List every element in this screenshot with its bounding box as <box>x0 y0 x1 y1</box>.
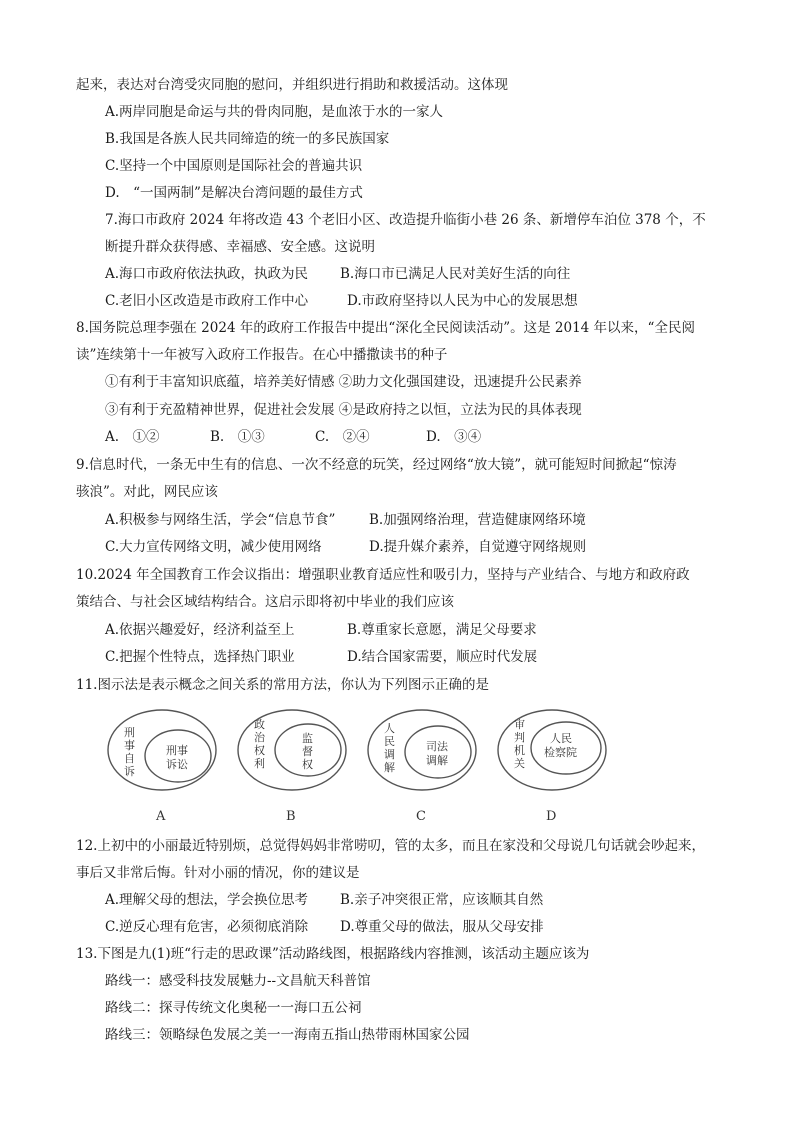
q6-option-d: D. “一国两制”是解决台湾问题的最佳方式 <box>105 185 363 201</box>
q12-option-c: C.逆反心理有危害，必须彻底消除 <box>105 919 309 935</box>
q6-option-c: C.坚持一个中国原则是国际社会的普遍共识 <box>105 158 363 174</box>
diagram-a-label: A <box>156 809 166 824</box>
q10-option-d: D.结合国家需要，顺应时代发展 <box>347 649 538 665</box>
q13-stem: 13.下图是九(1)班“行走的思政课”活动路线图，根据路线内容推测，该活动主题应该为 <box>76 946 590 962</box>
q13-route-3: 路线三：领略绿色发展之美一一海南五指山热带雨林国家公园 <box>105 1027 470 1043</box>
q12-option-d: D.尊重父母的做法，服从父母安排 <box>340 919 544 935</box>
line-1: 起来，表达对台湾受灾同胞的慰问，并组织进行捐助和救援活动。这体现 <box>76 77 508 93</box>
diagram-b-outer-1: 政 <box>254 718 265 731</box>
diagram-a-inner-2: 诉讼 <box>166 758 188 771</box>
q9-option-c: C.大力宣传网络文明，减少使用网络 <box>105 539 322 555</box>
q11-diagram <box>104 708 624 826</box>
q8-stem-2: 读”连续第十一年被写入政府工作报告。在心中播撒读书的种子 <box>76 347 448 363</box>
diagram-b-inner-1: 监 <box>302 732 313 745</box>
diagram-b-outer-4: 利 <box>254 757 265 770</box>
diagram-c-inner-1: 司法 <box>426 740 448 753</box>
q8-option-b: B. ①③ <box>210 429 265 445</box>
diagram-c <box>368 710 476 824</box>
diagram-d <box>498 710 606 824</box>
q7-option-c: C.老旧小区改造是市政府工作中心 <box>105 293 309 309</box>
diagram-b-label: B <box>286 809 296 824</box>
q7-option-b: B.海口市已满足人民对美好生活的向往 <box>340 266 571 282</box>
q10-stem-1: 10.2024 年全国教育工作会议指出：增强职业教育适应性和吸引力，坚持与产业结合、与地方和政府政 <box>76 567 690 583</box>
diagram-d-outer-1: 审 <box>514 718 525 731</box>
q13-route-1: 路线一：感受科技发展魅力--文昌航天科普馆 <box>105 973 371 989</box>
q8-items-2: ③有利于充盈精神世界，促进社会发展 ④是政府持之以恒，立法为民的具体表现 <box>105 402 582 418</box>
q7-option-a: A.海口市政府依法执政，执政为民 <box>105 266 309 282</box>
q12-option-a: A.理解父母的想法，学会换位思考 <box>105 892 309 908</box>
diagram-b-outer-2: 治 <box>254 731 265 744</box>
q12-option-b: B.亲子冲突很正常，应该顺其自然 <box>340 892 544 908</box>
q9-option-d: D.提升媒介素养，自觉遵守网络规则 <box>369 539 587 555</box>
q7-stem-1: 7.海口市政府 2024 年将改造 43 个老旧小区、改造提升临街小巷 26 条、新增停车泊位 378 个，不 <box>105 212 706 228</box>
diagram-a-outer-2: 事 <box>124 739 135 752</box>
q6-option-a: A.两岸同胞是命运与共的骨肉同胞，是血浓于水的一家人 <box>105 104 444 120</box>
q7-option-d: D.市政府坚持以人民为中心的发展思想 <box>347 293 578 309</box>
diagram-d-label: D <box>546 809 557 824</box>
diagram-b-inner-2: 督 <box>302 745 313 758</box>
q9-stem-1: 9.信息时代，一条无中生有的信息、一次不经意的玩笑，经过网络“放大镜”，就可能短时间掀起“惊涛 <box>76 457 677 473</box>
diagram-a-outer-3: 自 <box>124 752 135 765</box>
diagram-b-inner-3: 权 <box>302 758 313 771</box>
q8-option-a: A. ①② <box>105 429 160 445</box>
diagram-d-outer-3: 机 <box>514 744 525 757</box>
q12-stem-2: 事后又非常后悔。针对小丽的情况，你的建议是 <box>76 865 360 881</box>
q8-option-d: D. ③④ <box>426 429 482 445</box>
q10-stem-2: 策结合、与社会区域结构结合。这启示即将初中毕业的我们应该 <box>76 594 454 610</box>
q10-option-c: C.把握个性特点，选择热门职业 <box>105 649 295 665</box>
diagram-a-outer-1: 刑 <box>124 726 135 739</box>
diagram-d-inner-2: 检察院 <box>544 746 577 759</box>
diagram-c-label: C <box>416 809 426 824</box>
q13-route-2: 路线二：探寻传统文化奥秘一一海口五公祠 <box>105 1000 362 1016</box>
diagram-b <box>238 710 346 824</box>
diagram-c-outer-2: 民 <box>384 735 395 748</box>
q12-stem-1: 12.上初中的小丽最近特别烦，总觉得妈妈非常唠叨，管的太多，而且在家没和父母说几句话就会吵起来， <box>76 838 705 854</box>
q11-stem: 11.图示法是表示概念之间关系的常用方法，你认为下列图示正确的是 <box>76 677 489 693</box>
q9-option-b: B.加强网络治理，营造健康网络环境 <box>369 512 586 528</box>
diagram-a <box>108 710 216 824</box>
diagram-a-outer-4: 诉 <box>124 765 135 778</box>
diagram-d-inner-1: 人民 <box>550 732 572 745</box>
diagram-c-outer-4: 解 <box>384 761 395 774</box>
q8-items-1: ①有利于丰富知识底蕴，培养美好情感 ②助力文化强国建设，迅速提升公民素养 <box>105 374 582 390</box>
q8-option-c: C. ②④ <box>315 429 370 445</box>
diagram-c-outer-1: 人 <box>384 722 395 735</box>
diagram-d-outer-2: 判 <box>514 731 525 744</box>
q10-option-a: A.依据兴趣爱好，经济利益至上 <box>105 622 295 638</box>
q10-option-b: B.尊重家长意愿，满足父母要求 <box>347 622 537 638</box>
q6-option-b: B.我国是各族人民共同缔造的统一的多民族国家 <box>105 131 390 147</box>
q9-stem-2: 骇浪”。对此，网民应该 <box>76 484 218 500</box>
q7-stem-2: 断提升群众获得感、幸福感、安全感。这说明 <box>105 239 375 255</box>
q8-stem-1: 8.国务院总理李强在 2024 年的政府工作报告中提出“深化全民阅读活动”。这是 2014 年以来，“全民阅 <box>76 320 695 336</box>
diagram-a-inner-1: 刑事 <box>166 744 188 757</box>
diagram-c-inner-2: 调解 <box>426 754 448 767</box>
q9-option-a: A.积极参与网络生活，学会“信息节食” <box>105 512 336 528</box>
diagram-d-outer-4: 关 <box>514 757 525 770</box>
diagram-c-outer-3: 调 <box>384 748 395 761</box>
diagram-b-outer-3: 权 <box>254 744 265 757</box>
